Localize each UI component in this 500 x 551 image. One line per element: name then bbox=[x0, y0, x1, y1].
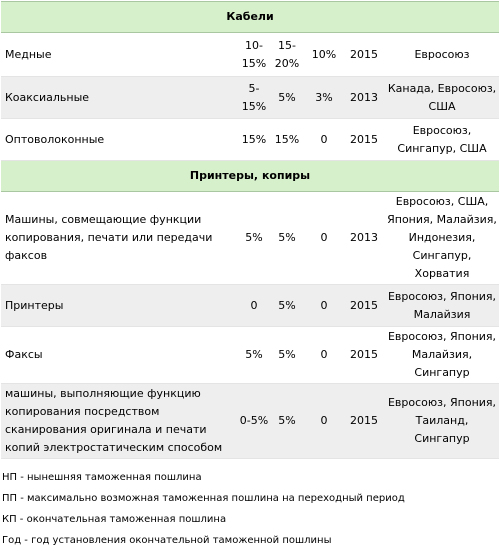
final-duty: 3% bbox=[305, 77, 343, 119]
year: 2015 bbox=[343, 285, 385, 327]
year: 2015 bbox=[343, 119, 385, 161]
countries: Евросоюз bbox=[385, 33, 499, 77]
transitional-duty: 5% bbox=[269, 384, 305, 459]
final-duty: 0 bbox=[305, 192, 343, 285]
note-np: НП - нынешняя таможенная пошлина bbox=[2, 472, 202, 483]
final-duty: 0 bbox=[305, 285, 343, 327]
section-title: Кабели bbox=[1, 2, 499, 33]
current-duty: 10-15% bbox=[239, 33, 269, 77]
current-duty: 5-15% bbox=[239, 77, 269, 119]
transitional-duty: 15% bbox=[269, 119, 305, 161]
section-header-cables bbox=[1, 2, 499, 33]
transitional-duty: 5% bbox=[269, 285, 305, 327]
table-row bbox=[1, 327, 499, 384]
table-row bbox=[1, 77, 499, 119]
year: 2013 bbox=[343, 77, 385, 119]
transitional-duty: 5% bbox=[269, 192, 305, 285]
transitional-duty: 5% bbox=[269, 77, 305, 119]
countries: Евросоюз, Япония, Малайзия, Сингапур bbox=[385, 327, 499, 384]
current-duty: 5% bbox=[239, 327, 269, 384]
note-kp: КП - окончательная таможенная пошлина bbox=[2, 514, 227, 525]
product-name: Оптоволоконные bbox=[1, 119, 239, 161]
countries: Канада, Евросоюз, США bbox=[385, 77, 499, 119]
current-duty: 5% bbox=[239, 192, 269, 285]
countries: Евросоюз, Япония, Малайзия bbox=[385, 285, 499, 327]
table-row bbox=[1, 384, 499, 459]
product-name: Машины, совмещающие функции копирования, печати или передачи факсов bbox=[1, 192, 239, 285]
year: 2013 bbox=[343, 192, 385, 285]
transitional-duty: 15-20% bbox=[269, 33, 305, 77]
year: 2015 bbox=[343, 33, 385, 77]
countries: Евросоюз, Япония, Таиланд, Сингапур bbox=[385, 384, 499, 459]
product-name: Медные bbox=[1, 33, 239, 77]
product-name: машины, выполняющие функцию копирования посредством сканирования оригинала и печати копий электростатическим способом bbox=[1, 384, 239, 459]
product-name: Принтеры bbox=[1, 285, 239, 327]
product-name: Коаксиальные bbox=[1, 77, 239, 119]
section-title: Принтеры, копиры bbox=[1, 161, 499, 192]
current-duty: 0 bbox=[239, 285, 269, 327]
note-year: Год - год установления окончательной таможенной пошлины bbox=[2, 535, 332, 546]
product-name: Факсы bbox=[1, 327, 239, 384]
countries: Евросоюз, Сингапур, США bbox=[385, 119, 499, 161]
section-header-printers bbox=[1, 161, 499, 192]
final-duty: 10% bbox=[305, 33, 343, 77]
transitional-duty: 5% bbox=[269, 327, 305, 384]
table-row bbox=[1, 192, 499, 285]
final-duty: 0 bbox=[305, 327, 343, 384]
final-duty: 0 bbox=[305, 119, 343, 161]
final-duty: 0 bbox=[305, 384, 343, 459]
countries: Евросоюз, США, Япония, Малайзия, Индонезия, Сингапур, Хорватия bbox=[385, 192, 499, 285]
current-duty: 0-5% bbox=[239, 384, 269, 459]
year: 2015 bbox=[343, 384, 385, 459]
table-row bbox=[1, 119, 499, 161]
note-pp: ПП - максимально возможная таможенная пошлина на переходный период bbox=[2, 493, 405, 504]
current-duty: 15% bbox=[239, 119, 269, 161]
tariff-table bbox=[1, 1, 499, 459]
legend-notes bbox=[2, 467, 500, 551]
year: 2015 bbox=[343, 327, 385, 384]
table-row bbox=[1, 285, 499, 327]
table-row bbox=[1, 33, 499, 77]
